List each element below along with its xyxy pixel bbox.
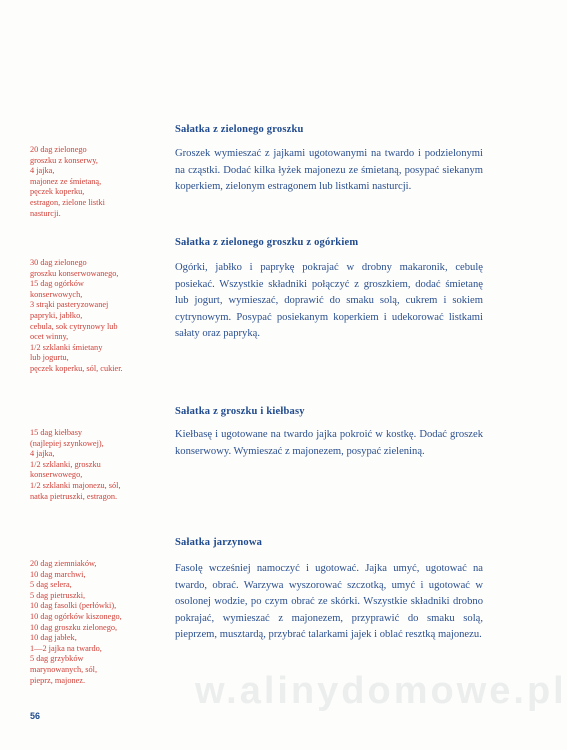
ingredient-item: pieprz, majonez.: [30, 675, 86, 685]
ingredient-item: 4 jajka,: [30, 449, 55, 459]
ingredient-item: papryki, jabłko,: [30, 310, 83, 320]
ingredient-item: estragon, zielone listki: [30, 197, 105, 207]
ingredient-item: groszku konserwowanego,: [30, 268, 119, 278]
ingredient-item: 10 dag groszku zielonego,: [30, 622, 118, 632]
ingredient-item: 15 dag kiełbasy: [30, 428, 83, 437]
ingredient-list: [30, 258, 170, 375]
ingredient-item: 3 strąki pasteryzowanej: [30, 300, 109, 310]
ingredient-item: (najlepiej szynkowej),: [30, 438, 104, 448]
ingredient-item: 1/2 szklanki śmietany: [30, 342, 103, 352]
ingredient-item: 1/2 szklanki, groszku: [30, 459, 101, 469]
ingredient-item: lub jogurtu,: [30, 353, 69, 363]
ingredient-item: 10 dag marchwi,: [30, 569, 86, 579]
recipe-instructions: Groszek wymieszać z jajkami ugotowanymi na twardo i podzielonymi na cząstki. Dodać kilka łyżek majonezu ze śmietaną, posypać siekanym koperkiem, zielonym estragonem lub listkami nasturcji.: [175, 148, 483, 193]
ingredient-item: pęczek koperku, sól, cukier.: [30, 363, 123, 373]
ingredient-item: konserwowego,: [30, 470, 83, 480]
ingredient-item: 5 dag grzybków: [30, 654, 84, 664]
ingredient-item: majonez ze śmietaną,: [30, 176, 102, 186]
ingredient-item: 10 dag jabłek,: [30, 633, 77, 643]
ingredient-item: groszku z konserwy,: [30, 155, 98, 165]
recipe-title: Sałatka z zielonego groszku z ogórkiem: [175, 237, 359, 248]
recipe-instructions: Kiełbasę i ugotowane na twardo jajka pokroić w kostkę. Dodać groszek konserwowy. Wymieszać z majonezem, posypać zieleniną.: [175, 429, 483, 457]
ingredient-item: 5 dag selera,: [30, 580, 72, 590]
ingredient-item: 10 dag fasolki (perłówki),: [30, 601, 117, 611]
ingredient-item: 30 dag zielonego: [30, 258, 87, 267]
page-number: 56: [30, 711, 41, 721]
recipe-instructions: Ogórki, jabłko i paprykę pokrajać w drobny makaronik, cebulę posiekać. Wszystkie składniki połączyć z groszkiem, dodać śmietanę lub jogurt, wymieszać, doprawić do smaku solą, cukrem i sokiem cytrynowym. Posypać posiekanym koperkiem i udekorować listkami sałaty oraz papryką.: [175, 262, 483, 340]
ingredient-item: 1—2 jajka na twardo,: [30, 643, 102, 653]
watermark: w.alinydomowe.pl: [195, 670, 567, 712]
ingredient-item: pęczek koperku,: [30, 187, 85, 197]
recipe-instructions: Fasolę wcześniej namoczyć i ugotować. Jajka umyć, ugotować na twardo, obrać. Warzywa wyszorować szczotką, umyć i ugotować w osolonej wodzie, po czym obrać ze skórki. Wszystkie składniki drobno pokrajać, wymieszać z majonezem, przyprawić do smaku solą, pieprzem, musztardą, przybrać talarkami jajek i oblać resztką majonezu.: [175, 563, 483, 641]
ingredient-item: 1/2 szklanki majonezu, sól,: [30, 480, 121, 490]
ingredient-item: natka pietruszki, estragon.: [30, 491, 118, 501]
ingredient-item: 20 dag zielonego: [30, 145, 87, 154]
ingredient-list: [30, 145, 170, 219]
ingredient-item: 20 dag ziemniaków,: [30, 559, 97, 568]
ingredient-item: 15 dag ogórków: [30, 279, 84, 289]
ingredient-item: konserwowych,: [30, 289, 83, 299]
ingredient-item: 5 dag pietruszki,: [30, 590, 86, 600]
ingredient-list: [30, 559, 170, 686]
ingredient-item: ocet winny,: [30, 332, 69, 342]
ingredient-item: 10 dag ogórków kiszonego,: [30, 611, 122, 621]
recipe-title: Sałatka jarzynowa: [175, 537, 263, 548]
ingredient-item: nasturcji.: [30, 208, 61, 218]
recipe-title: Sałatka z zielonego groszku: [175, 124, 304, 135]
ingredient-item: cebula, sok cytrynowy lub: [30, 321, 118, 331]
recipe-title: Sałatka z groszku i kiełbasy: [175, 406, 305, 417]
ingredient-item: 4 jajka,: [30, 166, 55, 176]
ingredient-list: [30, 428, 170, 502]
ingredient-item: marynowanych, sól,: [30, 664, 98, 674]
